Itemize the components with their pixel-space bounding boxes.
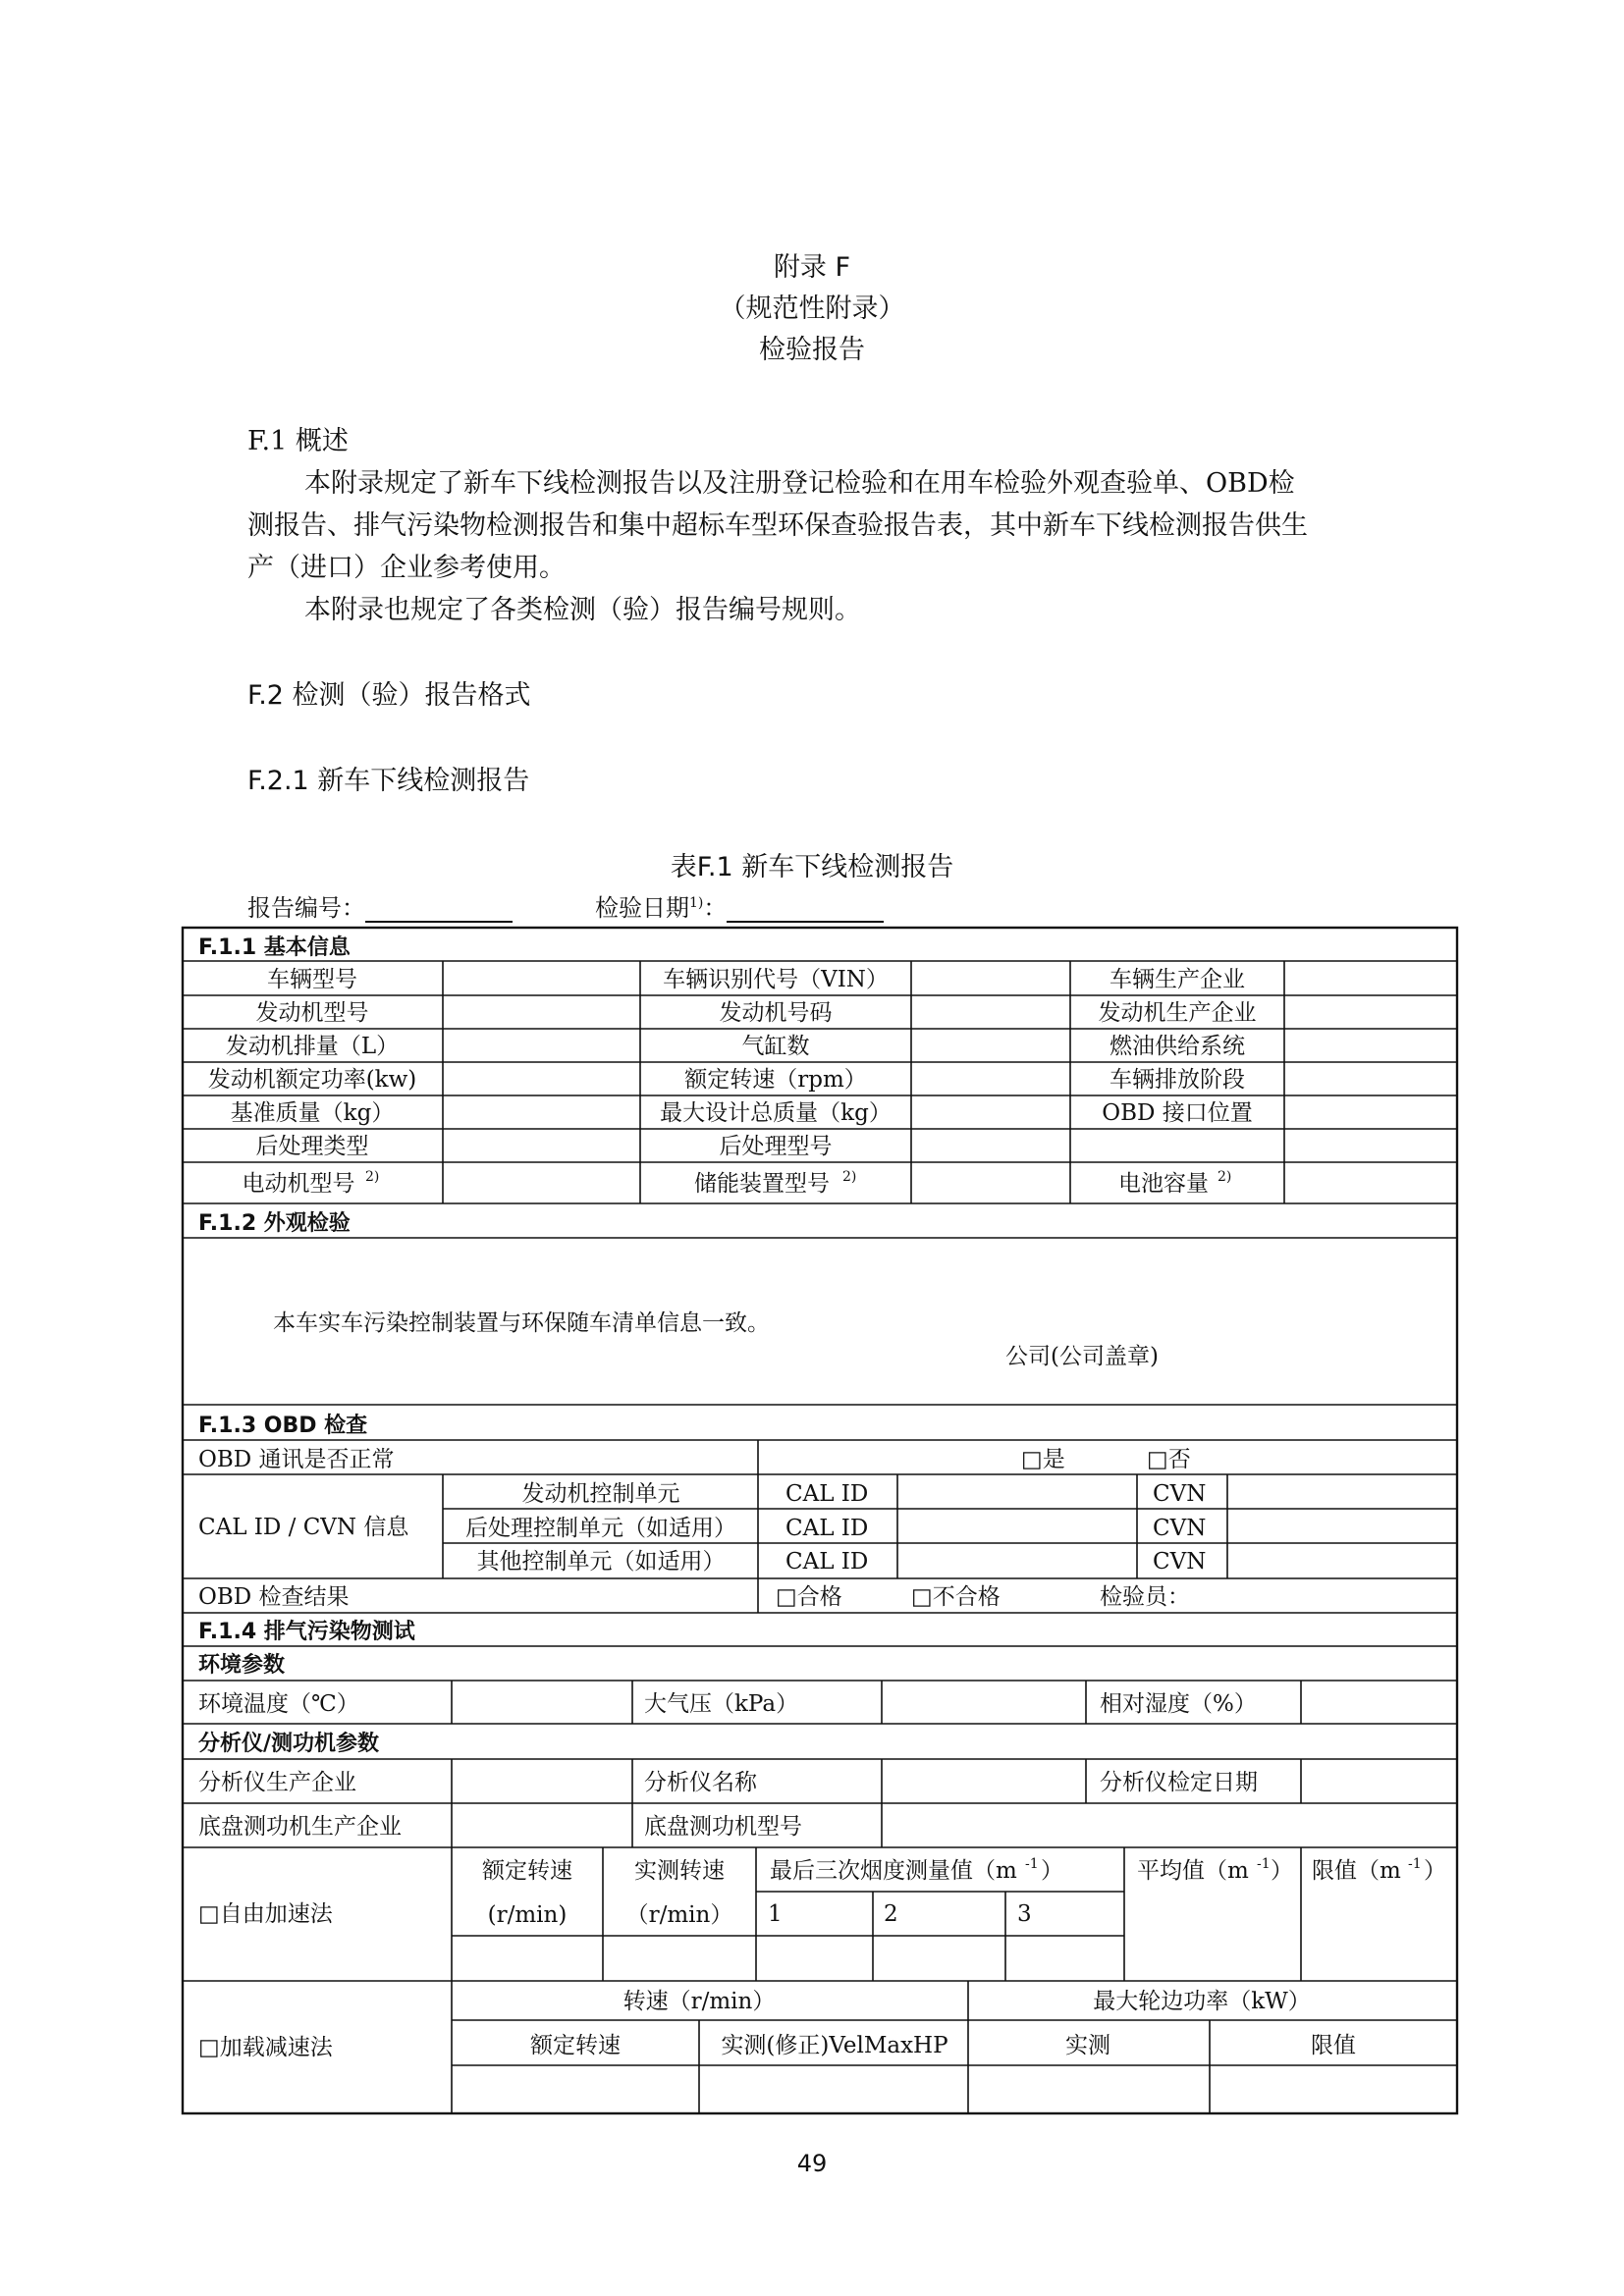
unit-other-ecu: 其他控制单元（如适用） bbox=[476, 1549, 726, 1575]
analyzer-name-label: 分析仪名称 bbox=[644, 1770, 757, 1795]
calcvn-label: CAL ID / CVN 信息 bbox=[198, 1515, 409, 1540]
sup-battery: 2) bbox=[1218, 1169, 1232, 1185]
s4-title: F.1.4 排气污染物测试 bbox=[198, 1620, 415, 1644]
avg-label: 平均值（m bbox=[1137, 1858, 1249, 1884]
label-vehicle-model: 车辆型号 bbox=[267, 967, 357, 992]
s1-title: F.1.1 基本信息 bbox=[198, 935, 351, 960]
s2-title: F.1.2 外观检验 bbox=[198, 1211, 351, 1236]
obd-comm-no: □否 bbox=[1147, 1447, 1191, 1472]
obd-result-pass: □合格 bbox=[776, 1584, 842, 1610]
obd-result-fail: □不合格 bbox=[911, 1584, 1001, 1610]
humidity-label: 相对湿度（%） bbox=[1100, 1691, 1257, 1717]
f1-para1-line2: 测报告、排气污染物检测报告和集中超标车型环保查验报告表，其中新车下线检测报告供生 bbox=[247, 510, 1308, 541]
limit-close: ） bbox=[1424, 1858, 1446, 1884]
dyno-model-label: 底盘测功机型号 bbox=[644, 1814, 802, 1840]
unit-engine-ecu: 发动机控制单元 bbox=[521, 1481, 680, 1507]
measure-3: 3 bbox=[1017, 1901, 1032, 1927]
cal-id-2: CAL ID bbox=[785, 1516, 869, 1541]
page-number: 49 bbox=[796, 2150, 828, 2177]
cal-id-3: CAL ID bbox=[785, 1549, 869, 1575]
company-seal: 公司(公司盖章) bbox=[1005, 1344, 1159, 1369]
inspection-date-colon: ： bbox=[703, 894, 728, 922]
table-caption: 表F.1 新车下线检测报告 bbox=[670, 852, 954, 882]
last3-close: ） bbox=[1041, 1858, 1063, 1884]
label-emission-stage: 车辆排放阶段 bbox=[1110, 1067, 1245, 1093]
inspection-date-label: 检验日期 bbox=[595, 894, 689, 922]
fa-rated-speed-unit: (r/min) bbox=[487, 1902, 568, 1928]
inspection-date-sup: 1) bbox=[689, 895, 704, 911]
label-engine-number: 发动机号码 bbox=[719, 1000, 833, 1026]
speed-rpm-header: 转速（r/min） bbox=[623, 1989, 776, 2014]
label-engine-maker: 发动机生产企业 bbox=[1098, 1000, 1257, 1026]
cal-id-1: CAL ID bbox=[785, 1481, 869, 1507]
label-storage-model: 储能装置型号 bbox=[694, 1171, 830, 1197]
label-aftertreatment-type: 后处理类型 bbox=[255, 1134, 369, 1159]
ld-rated-speed: 额定转速 bbox=[530, 2033, 621, 2058]
label-cylinders: 气缸数 bbox=[741, 1034, 810, 1059]
f1-para1-line1: 本附录规定了新车下线检测报告以及注册登记检验和在用车检验外观查验单、OBD检 bbox=[304, 468, 1295, 499]
obd-result-label: OBD 检查结果 bbox=[198, 1584, 350, 1610]
fa-rated-speed: 额定转速 bbox=[482, 1858, 572, 1884]
label-aftertreatment-model: 后处理型号 bbox=[719, 1134, 833, 1159]
sup-motor: 2) bbox=[365, 1169, 380, 1185]
label-max-gross-mass: 最大设计总质量（kg） bbox=[660, 1100, 892, 1126]
sup-storage: 2) bbox=[842, 1169, 857, 1185]
label-displacement: 发动机排量（L） bbox=[225, 1034, 400, 1059]
avg-exp: -1 bbox=[1257, 1856, 1271, 1872]
appendix-title: 附录 F bbox=[773, 252, 851, 283]
cvn-3: CVN bbox=[1153, 1549, 1207, 1575]
fa-measured-speed: 实测转速 bbox=[634, 1858, 725, 1884]
obd-comm-yes: □是 bbox=[1021, 1447, 1065, 1472]
f1-para2: 本附录也规定了各类检测（验）报告编号规则。 bbox=[304, 595, 861, 625]
ld-measured-corrected: 实测(修正)VelMaxHP bbox=[721, 2033, 948, 2058]
cvn-2: CVN bbox=[1153, 1516, 1207, 1541]
f1-heading: F.1 概述 bbox=[247, 426, 349, 456]
obd-inspector: 检验员： bbox=[1100, 1584, 1190, 1610]
analyzer-title: 分析仪/测功机参数 bbox=[198, 1732, 380, 1756]
label-vehicle-maker: 车辆生产企业 bbox=[1110, 967, 1245, 992]
fa-measured-speed-unit: （r/min） bbox=[625, 1902, 733, 1928]
label-obd-location: OBD 接口位置 bbox=[1102, 1100, 1253, 1126]
cvn-1: CVN bbox=[1153, 1481, 1207, 1507]
ld-limit: 限值 bbox=[1311, 2033, 1356, 2058]
last3-label: 最后三次烟度测量值（m bbox=[770, 1858, 1017, 1884]
analyzer-date-label: 分析仪检定日期 bbox=[1100, 1770, 1258, 1795]
obd-comm-label: OBD 通讯是否正常 bbox=[198, 1447, 395, 1472]
label-battery-capacity: 电池容量 bbox=[1118, 1171, 1209, 1197]
limit-exp: -1 bbox=[1408, 1856, 1422, 1872]
label-engine-model: 发动机型号 bbox=[255, 1000, 369, 1026]
limit-label: 限值（m bbox=[1312, 1858, 1401, 1884]
last3-exp: -1 bbox=[1025, 1856, 1039, 1872]
label-motor-model: 电动机型号 bbox=[242, 1171, 355, 1197]
label-vin: 车辆识别代号（VIN） bbox=[663, 967, 889, 992]
avg-close: ） bbox=[1271, 1858, 1293, 1884]
label-rated-speed: 额定转速（rpm） bbox=[684, 1067, 867, 1093]
ld-measured: 实测 bbox=[1065, 2033, 1110, 2058]
env-title: 环境参数 bbox=[198, 1653, 286, 1678]
report-number-label: 报告编号： bbox=[247, 894, 365, 922]
analyzer-maker-label: 分析仪生产企业 bbox=[198, 1770, 356, 1795]
lug-down-label: □加载减速法 bbox=[198, 2035, 333, 2060]
dyno-maker-label: 底盘测功机生产企业 bbox=[198, 1814, 402, 1840]
f1-para1-line3: 产（进口）企业参考使用。 bbox=[247, 553, 566, 583]
free-accel-label: □自由加速法 bbox=[198, 1901, 333, 1927]
unit-aftertreatment-ecu: 后处理控制单元（如适用） bbox=[465, 1516, 736, 1541]
label-fuel-system: 燃油供给系统 bbox=[1110, 1034, 1245, 1059]
measure-2: 2 bbox=[884, 1901, 898, 1927]
s3-title: F.1.3 OBD 检查 bbox=[198, 1414, 368, 1438]
label-rated-power: 发动机额定功率(kw) bbox=[207, 1067, 417, 1093]
f21-heading: F.2.1 新车下线检测报告 bbox=[247, 766, 530, 796]
ambient-temp-label: 环境温度（℃） bbox=[198, 1691, 359, 1717]
appendix-name: 检验报告 bbox=[759, 335, 865, 365]
label-reference-mass: 基准质量（kg） bbox=[230, 1100, 395, 1126]
measure-1: 1 bbox=[768, 1901, 783, 1927]
appearance-statement: 本车实车污染控制装置与环保随车清单信息一致。 bbox=[273, 1310, 770, 1336]
pressure-label: 大气压（kPa） bbox=[644, 1691, 799, 1717]
appendix-subtitle: （规范性附录） bbox=[719, 294, 905, 324]
f2-heading: F.2 检测（验）报告格式 bbox=[247, 680, 531, 711]
max-power-header: 最大轮边功率（kW） bbox=[1093, 1989, 1311, 2014]
